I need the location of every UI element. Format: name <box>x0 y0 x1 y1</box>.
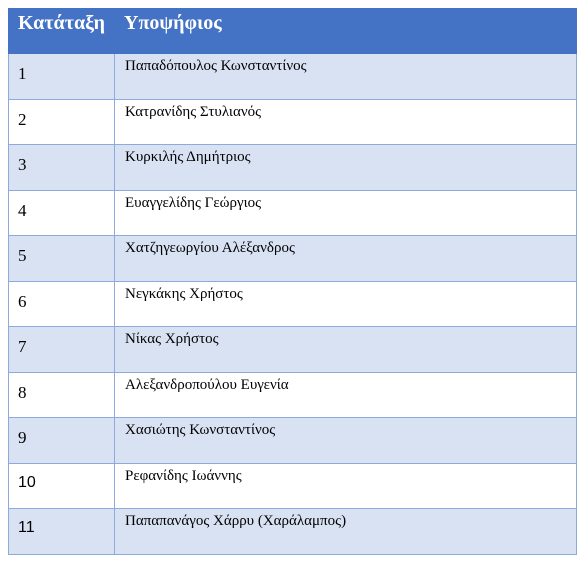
table-row <box>9 190 577 236</box>
rank-cell: 7 <box>9 327 115 373</box>
table-row <box>9 372 577 418</box>
table-row <box>9 99 577 145</box>
candidate-cell: Ρεφανίδης Ιωάννης <box>115 463 577 509</box>
rank-cell: 11 <box>9 509 115 555</box>
rank-cell: 1 <box>9 54 115 100</box>
table-header-row <box>9 9 577 54</box>
table-row <box>9 236 577 282</box>
rank-cell: 6 <box>9 281 115 327</box>
rank-cell: 5 <box>9 236 115 282</box>
table-row <box>9 463 577 509</box>
rank-cell: 8 <box>9 372 115 418</box>
candidate-cell: Χατζηγεωργίου Αλέξανδρος <box>115 236 577 282</box>
table-row <box>9 509 577 555</box>
candidate-ranking-table <box>8 8 577 555</box>
candidate-cell: Νίκας Χρήστος <box>115 327 577 373</box>
candidate-cell: Ευαγγελίδης Γεώργιος <box>115 190 577 236</box>
table-row <box>9 327 577 373</box>
candidate-cell: Παπαδόπουλος Κωνσταντίνος <box>115 54 577 100</box>
rank-cell: 10 <box>9 463 115 509</box>
table-row <box>9 54 577 100</box>
table-row <box>9 418 577 464</box>
candidate-cell: Χασιώτης Κωνσταντίνος <box>115 418 577 464</box>
rank-cell: 3 <box>9 145 115 191</box>
rank-cell: 9 <box>9 418 115 464</box>
candidate-cell: Νεγκάκης Χρήστος <box>115 281 577 327</box>
candidate-cell: Κυρκιλής Δημήτριος <box>115 145 577 191</box>
rank-cell: 4 <box>9 190 115 236</box>
candidate-cell: Αλεξανδροπούλου Ευγενία <box>115 372 577 418</box>
candidate-column-header: Υποψήφιος <box>115 9 577 54</box>
rank-column-header: Κατάταξη <box>9 9 115 54</box>
table-row <box>9 281 577 327</box>
table-row <box>9 145 577 191</box>
candidate-cell: Παπαπανάγος Χάρρυ (Χαράλαμπος) <box>115 509 577 555</box>
rank-cell: 2 <box>9 99 115 145</box>
candidate-cell: Κατρανίδης Στυλιανός <box>115 99 577 145</box>
